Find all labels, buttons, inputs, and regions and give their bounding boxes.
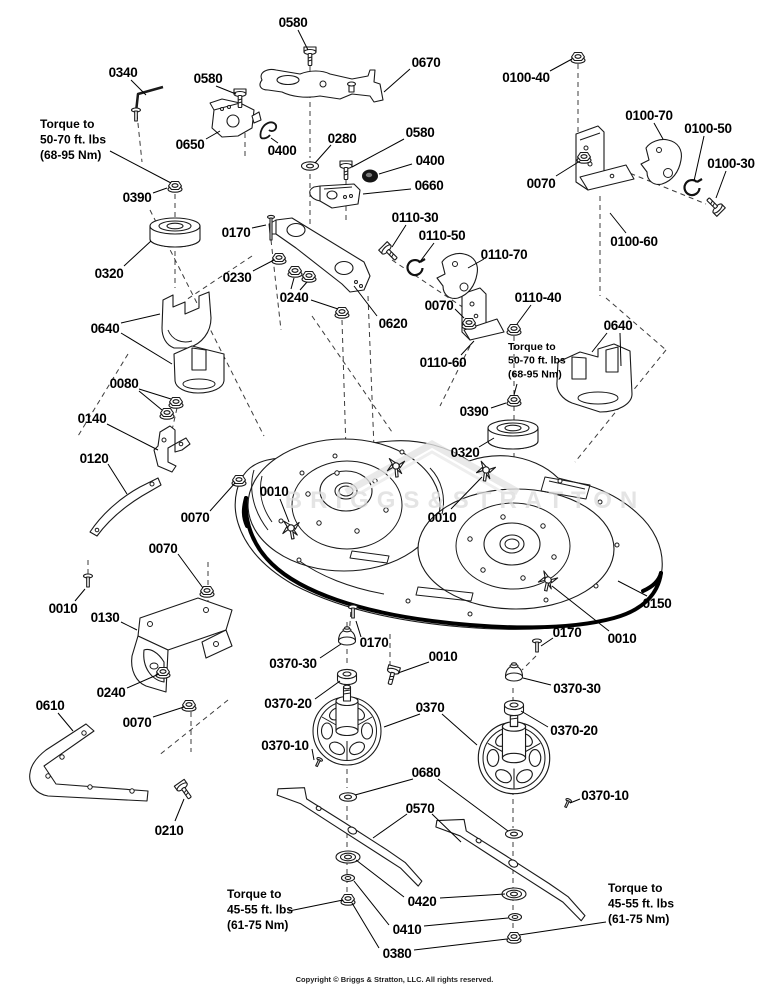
part-label: 0100-40 [502, 70, 550, 85]
washerlg [336, 851, 360, 863]
baffle-left-lower [174, 346, 224, 393]
nut [288, 267, 302, 278]
leader-line [440, 894, 505, 898]
leader-line [298, 30, 308, 50]
part-label: 0070 [526, 176, 556, 191]
leader-line [291, 278, 294, 289]
nut [156, 668, 170, 679]
leader-line [300, 282, 307, 290]
mower-deck [235, 439, 662, 629]
screw [84, 574, 93, 587]
leader-line [694, 136, 704, 181]
leader-line [384, 714, 420, 727]
part-label: 0100-50 [684, 121, 732, 136]
part-label: 0370-20 [550, 723, 598, 738]
leader-line [178, 554, 203, 588]
torque-note [508, 341, 566, 380]
strip-0120 [90, 478, 161, 536]
part-label: 0390 [122, 190, 152, 205]
leader-line [352, 903, 379, 948]
washer [340, 793, 357, 801]
leader-line [289, 900, 343, 911]
bracket-0140 [154, 426, 190, 472]
part-label: 0620 [378, 316, 408, 331]
leader-line [175, 799, 184, 821]
nut [507, 396, 521, 407]
ring [685, 179, 702, 195]
nut [182, 701, 196, 712]
part-label: 0680 [411, 765, 441, 780]
part-label: 0640 [90, 321, 120, 336]
part-label: 0280 [327, 131, 357, 146]
blade-right [426, 809, 599, 922]
part-label: 0580 [278, 15, 308, 30]
bracket-0650 [210, 99, 261, 137]
leader-line [216, 86, 236, 94]
part-label: 0670 [411, 55, 441, 70]
part-label: 0650 [175, 137, 205, 152]
leader-line [373, 814, 407, 838]
leader-line [153, 707, 184, 717]
part-label: 0010 [607, 631, 637, 646]
part-label: 0070 [180, 510, 210, 525]
nut [462, 319, 476, 330]
leader-line [110, 151, 171, 183]
part-label: 0110-30 [391, 210, 439, 225]
part-label: 0110-70 [480, 247, 528, 262]
leader-line [210, 483, 235, 511]
leader-line [121, 622, 137, 630]
cam-0100-70 [641, 139, 681, 184]
leader-line [414, 939, 507, 950]
leader-line [354, 286, 377, 316]
part-label: 0580 [405, 125, 435, 140]
leader-line [252, 225, 266, 228]
part-label: 0610 [35, 698, 65, 713]
part-label: 0130 [90, 610, 120, 625]
torque-note [227, 887, 293, 932]
bolt [384, 665, 400, 686]
pin [268, 215, 275, 240]
leader-line [139, 391, 162, 410]
torque-note-line: (61-75 Nm) [227, 918, 289, 933]
part-label: 0370-10 [581, 788, 629, 803]
leader-line [550, 59, 572, 71]
bolt [340, 161, 352, 180]
leader-line [315, 145, 331, 163]
leader-line [461, 341, 474, 355]
spindle-left [313, 685, 381, 765]
washer [302, 162, 319, 170]
part-label: 0010 [48, 601, 78, 616]
part-label: 0240 [279, 290, 309, 305]
leader-line [311, 300, 338, 309]
leader-line [354, 881, 389, 925]
nut [302, 272, 316, 283]
leader-line [519, 922, 606, 935]
baffle-left-upper [162, 292, 211, 348]
torque-note-line: (68-95 Nm) [508, 368, 562, 381]
leader-line [442, 714, 477, 745]
part-label: 0070 [424, 298, 454, 313]
leader-line [206, 131, 220, 139]
part-label: 0230 [222, 270, 252, 285]
part-label: 0400 [267, 143, 297, 158]
leader-line [384, 69, 410, 92]
torque-note-line: 50-70 ft. lbs [40, 132, 107, 147]
torque-note-line: Torque to [40, 117, 95, 131]
nut [160, 409, 174, 420]
part-label: 0140 [77, 411, 107, 426]
part-label: 0370-20 [264, 696, 312, 711]
part-label: 0640 [603, 318, 633, 333]
part-label: 0100-60 [610, 234, 658, 249]
part-label: 0110-50 [418, 228, 466, 243]
bracket-0660 [310, 184, 360, 208]
part-label: 0370-30 [269, 656, 317, 671]
part-label: 0410 [392, 922, 422, 937]
part-label: 0580 [193, 71, 223, 86]
part-label: 0170 [359, 635, 389, 650]
leader-line [107, 424, 158, 450]
nut [169, 398, 183, 409]
torque-note-line: 50-70 ft. lbs [508, 354, 566, 367]
leader-line [716, 171, 726, 198]
torque-note [608, 881, 674, 926]
washer [506, 830, 523, 838]
frame-0610 [30, 724, 148, 801]
leader-line [58, 713, 73, 731]
bracket-0110-60 [462, 288, 504, 340]
cap [339, 627, 356, 645]
part-label: 0370-30 [553, 681, 601, 696]
part-label: 0010 [427, 510, 457, 525]
ring [408, 259, 425, 275]
part-label: 0100-30 [707, 156, 755, 171]
spacer [505, 700, 524, 715]
part-label: 0010 [259, 484, 289, 499]
leader-line [108, 464, 127, 494]
leader-line [392, 225, 406, 247]
leader-line [352, 139, 404, 167]
leader-line [517, 305, 531, 324]
part-label: 0660 [414, 178, 444, 193]
washersm [509, 914, 522, 921]
part-label: 0170 [552, 625, 582, 640]
spacer [338, 669, 357, 684]
leader-line [121, 314, 160, 323]
part-label: 0080 [109, 376, 139, 391]
leader-line [139, 389, 171, 399]
grommet [362, 170, 378, 183]
bracket-0130 [132, 598, 232, 692]
torque-note-line: 45-55 ft. lbs [608, 896, 675, 911]
torque-note-line: Torque to [227, 887, 282, 901]
leader-line [363, 189, 411, 194]
part-label: 0110-40 [514, 290, 562, 305]
screw [349, 605, 358, 618]
leader-line [541, 638, 553, 646]
copyright-line: Copyright © Briggs & Stratton, LLC. All rights reserved. [295, 975, 494, 984]
screw [132, 108, 141, 121]
leader-line [153, 188, 167, 193]
watermark-text: BRIGGS&STRATTON [284, 487, 646, 514]
part-label: 0340 [108, 65, 138, 80]
part-label: 0420 [407, 894, 437, 909]
part-label: 0380 [382, 946, 412, 961]
leader-line [355, 779, 413, 795]
part-label: 0390 [459, 404, 489, 419]
idler-pulley [150, 218, 200, 247]
leader-line [253, 260, 274, 271]
bolt [379, 242, 401, 264]
leader-line [424, 918, 508, 926]
leader-line [491, 403, 506, 408]
nut [507, 933, 521, 944]
nut [571, 53, 585, 64]
part-label: 0240 [96, 685, 126, 700]
bolt [704, 195, 726, 217]
part-label: 0370 [415, 700, 445, 715]
leader-line [379, 164, 412, 174]
nut [168, 182, 182, 193]
part-label: 0320 [450, 445, 480, 460]
idler-arm [260, 69, 383, 102]
part-label: 0370-10 [261, 738, 309, 753]
nut [272, 254, 286, 265]
leader-line [419, 243, 434, 263]
part-label: 0210 [154, 823, 184, 838]
part-label: 0070 [122, 715, 152, 730]
leader-line [312, 749, 314, 760]
part-label: 0110-60 [419, 355, 467, 370]
part-label: 0100-70 [625, 108, 673, 123]
leader-line [398, 662, 429, 673]
washerlg [502, 888, 526, 900]
spindle-right [478, 710, 549, 794]
part-label: 0400 [415, 153, 445, 168]
torque-note-line: (68-95 Nm) [40, 148, 102, 163]
torque-note-line: (61-75 Nm) [608, 912, 670, 927]
deck-pulley [488, 420, 538, 449]
washersm [342, 875, 355, 882]
part-label: 0070 [148, 541, 178, 556]
part-label: 0320 [94, 266, 124, 281]
screw [533, 639, 542, 652]
nut [507, 325, 521, 336]
bolttiny [314, 757, 323, 768]
leader-line [75, 589, 85, 601]
torque-note-line: Torque to [608, 881, 663, 895]
leader-line [610, 213, 626, 233]
part-label: 0150 [642, 596, 672, 611]
part-label: 0010 [428, 649, 458, 664]
bolt [174, 779, 194, 801]
leader-line [124, 241, 151, 266]
torque-note-line: 45-55 ft. lbs [227, 902, 294, 917]
part-label: 0170 [221, 225, 251, 240]
leader-line [315, 681, 340, 699]
spring [260, 122, 276, 138]
part-label: 0570 [405, 801, 435, 816]
bolt [304, 47, 316, 66]
cap [506, 663, 523, 681]
leader-line [654, 123, 663, 139]
leader-line [523, 678, 551, 685]
part-label: 0120 [79, 451, 109, 466]
leader-line [320, 644, 341, 658]
torque-note [40, 117, 106, 162]
torque-note-line: Torque to [508, 341, 556, 353]
nut [200, 587, 214, 598]
